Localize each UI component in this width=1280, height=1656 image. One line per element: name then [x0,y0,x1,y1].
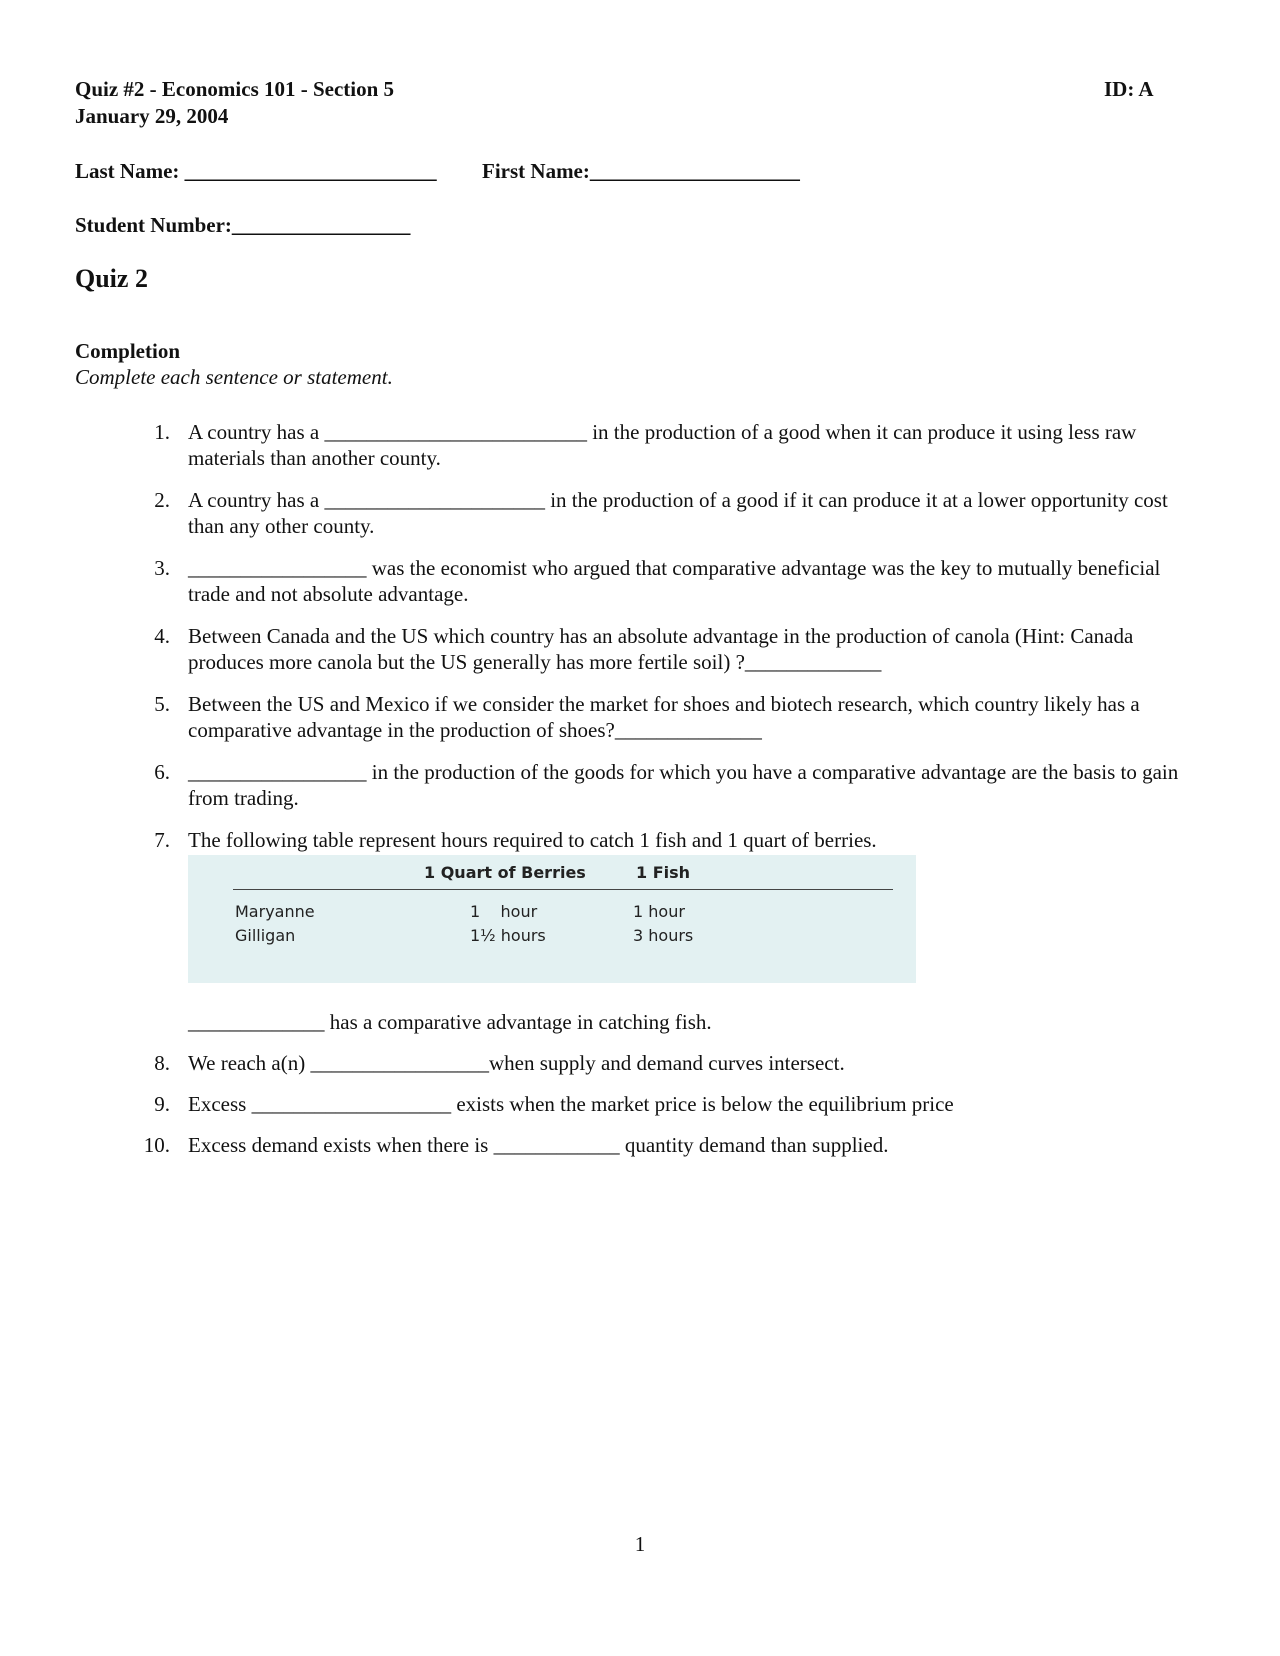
table-header-fish: 1 Fish [636,863,691,882]
question-text[interactable]: A country has a _____________________ in the production of a good if it can produce it at a lower opportunity cost than any other county. [188,488,1168,538]
table-header-berries: 1 Quart of Berries [424,863,586,882]
question-number: 3. [154,556,170,580]
question-text[interactable]: _________________ in the production of the goods for which you have a comparative advantage are the basis to gain from trading. [188,760,1179,810]
table-row-name: Maryanne [235,902,315,921]
question-number: 1. [154,420,170,444]
last-name-field[interactable]: Last Name: ________________________ [75,159,437,183]
section-instructions: Complete each sentence or statement. [75,365,393,389]
question-text[interactable]: A country has a _________________________ in the production of a good when it can produce it using less raw materials than another county. [188,420,1137,470]
question-text: The following table represent hours required to catch 1 fish and 1 quart of berries. [188,828,877,852]
question-text[interactable]: We reach a(n) _________________when supply and demand curves intersect. [188,1051,845,1075]
table-divider [233,889,893,890]
question-number: 6. [154,760,170,784]
quiz-date: January 29, 2004 [75,104,229,128]
quiz-id: ID: A [1104,77,1154,101]
question-text[interactable]: Between Canada and the US which country has an absolute advantage in the production of canola (Hint: Canada produces more canola but the US generally has more fertile soil) ?_____________ [188,624,1134,674]
hours-table [188,855,916,983]
quiz-header-title: Quiz #2 - Economics 101 - Section 5 [75,77,395,101]
first-name-field[interactable]: First Name:____________________ [482,159,800,183]
student-number-field[interactable]: Student Number:_________________ [75,213,411,237]
question-number: 9. [154,1092,170,1116]
question-text[interactable]: Excess ___________________ exists when the market price is below the equilibrium price [188,1092,954,1116]
table-cell-berries: 1½ hours [470,926,546,945]
question-text[interactable]: _____________ has a comparative advantage in catching fish. [188,1010,712,1034]
table-cell-fish: 3 hours [633,926,694,945]
table-cell-berries: 1 hour [470,902,538,921]
question-text[interactable]: Excess demand exists when there is ____________ quantity demand than supplied. [188,1133,889,1157]
table-row-name: Gilligan [235,926,296,945]
section-heading: Completion [75,339,180,363]
question-number: 5. [154,692,170,716]
question-number: 10. [143,1133,170,1157]
table-cell-fish: 1 hour [633,902,685,921]
question-text[interactable]: Between the US and Mexico if we consider the market for shoes and biotech research, which country likely has a comparative advantage in the production of shoes?______________ [188,692,1140,742]
page-number: 1 [634,1532,646,1556]
question-text[interactable]: _________________ was the economist who argued that comparative advantage was the key to mutually beneficial trade and not absolute advantage. [188,556,1161,606]
question-number: 7. [154,828,170,852]
question-number: 2. [154,488,170,512]
question-number: 8. [154,1051,170,1075]
question-number: 4. [154,624,170,648]
quiz-title: Quiz 2 [75,264,148,293]
